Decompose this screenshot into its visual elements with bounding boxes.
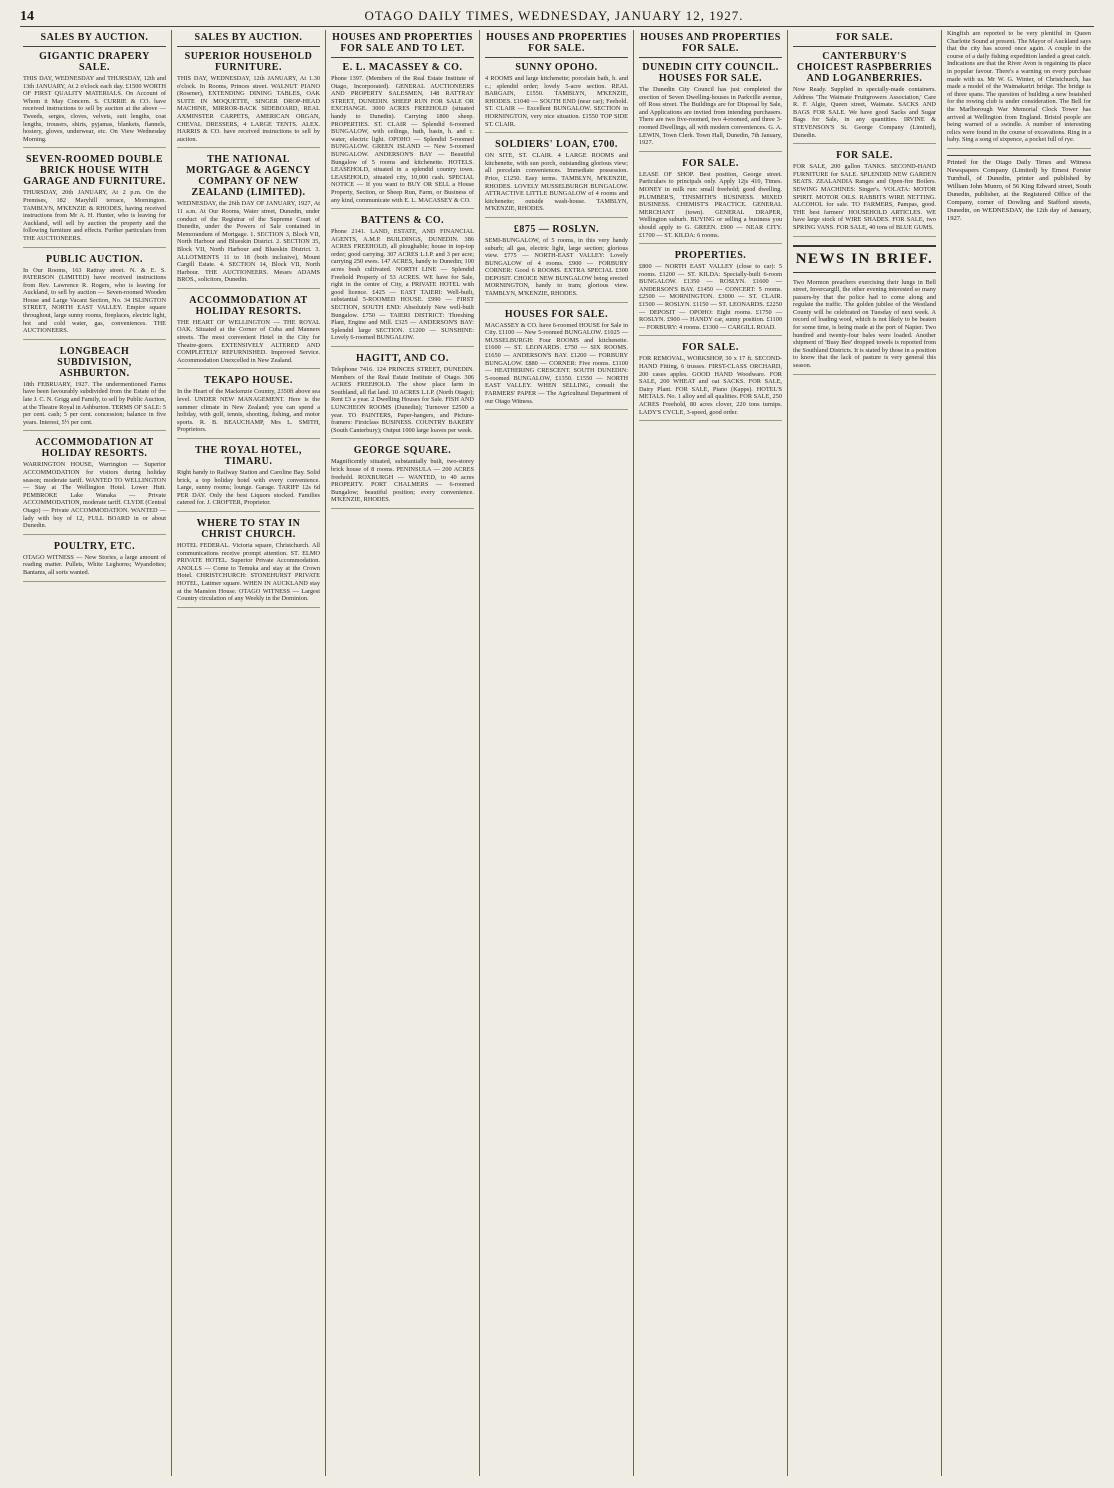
- ad-text: The Dunedin City Council has just completed the erection of Seven Dwelling-houses in Parkville avenue, off Ross street. The Buildings are for Disposal by Sale, and Applications are invited from intending purchasers. There are two five-roomed, two 4-roomed, and three 3-roomed Dwellings, all with modern conveniences. G. A. LEWIN, Town Clerk. Town Hall, Dunedin, 7th January, 1927.: [639, 86, 782, 147]
- ad-text: THIS DAY, WEDNESDAY, 12th JANUARY, At 1.30 o'clock. In Rooms, Princes street. WALNUT PIANO (Rosener), EXTENDING DINING TABLES, OAK SUITE IN MOQUETTE, SINGER DROP-HEAD MACHINE, MIRROR-BACK SIDEBOARD, REAL AXMINSTER CARPETS, AMERICAN ORGAN, CHEVAL DRESSERS, 4 LARGE TENTS. ALEX. HARRIS & CO. have received instructions to sell by auction.: [177, 75, 320, 143]
- advertisement: [23, 437, 166, 534]
- news-text: Two Mormon preachers exercising their lungs in Bell street, Invercargill, the other evening interested so many passers-by that the police had to come along and regulate the traffic. The golden jubilee of the Westland County will be celebrated on Tuesday of next week. A record of loading wool, which is not likely to be beaten for some time, is being made at the port of Napier. Two hundred and twenty-four bales were loaded. Another shipment of 'Busy Bee' dropped towels is reported from the Southland Districts. It is stated by those in a position to know that the lack of pasture is very general this season.: [793, 278, 936, 370]
- ad-title: GIGANTIC DRAPERY SALE.: [39, 51, 150, 73]
- ad-text: 18th FEBRUARY, 1927. The undermentioned Farms have been favourably subdivided from the Estate of the late J. C. N. Grigg and Family, to sell by Public Auction, at the Theatre Royal in Ashburton. TERMS OF SALE: 5 per cent. cash; 5 per cent. concession; balance in five years. Interest, 5½ per cent.: [23, 380, 166, 426]
- paper-title: OTAGO DAILY TIMES, WEDNESDAY, JANUARY 12, 1927.: [364, 8, 744, 23]
- ad-title: HOUSES FOR SALE.: [504, 308, 609, 320]
- ad-title: SUNNY OPOHO.: [515, 62, 598, 73]
- column-1: [18, 30, 172, 1476]
- ad-title: ACCOMMODATION AT HOLIDAY RESORTS.: [35, 437, 154, 460]
- ad-title: POULTRY, ETC.: [53, 540, 136, 552]
- ad-text: £800 — NORTH EAST VALLEY (close to car): 5 rooms. £1200 — ST. KILDA: Specially-built 6-room BUNGALOW. £1350 — ROSLYN. £1600 — ANDERSON'S BAY. £1450 — CONCERT: 5 rooms. £2500 — MORNINGTON. £3000 — ST. CLAIR. £1500 — ROSLYN. £1150 — ST. LEONARDS. £2250 — DEPOSIT — OPOHO: Eight rooms. £1750 — ROSLYN. £900 — HANDY car, sunny position. £1100 — FORBURY: 4 rooms. £1300 — CARGILL ROAD.: [639, 263, 782, 331]
- ad-text: Right handy to Railway Station and Caroline Bay. Solid brick, a top holiday hotel with every convenience. Large, sunny rooms; lounge. Garage. TARIFF 12s 6d PER DAY. Only the best Liquors stocked. Families catered for. J. CROFTER, Proprietor.: [177, 469, 320, 507]
- ad-text: In Our Rooms, 163 Rattray street. N. & E. S. PATERSON (LIMITED) have received instructions from Rev. Lawrence R. Rogers, who is leaving for Auckland, to sell by auction — Seven-roomed Wooden House and Large Vacant Section, No. 34 ISLINGTON STREET, NORTH EAST VALLEY. Empire square throughout, large sunny rooms, fireplaces, electric light, hot and cold water, gas, conveniences. THE AUCTIONEERS.: [23, 266, 166, 335]
- ad-text: Now Ready. Supplied in specially-made containers. Address 'The Waimate Fruitgrowers Association,' Care R. F. Algie, Queen street, Waimate. SACKS AND BAGS FOR SALE. We have good Sacks and Sugar Bags for Sale, in any quantities. IRVINE & STEVENSON'S St. George Company (Limited), Dunedin.: [793, 86, 936, 139]
- ad-text: HOTEL FEDERAL. Victoria square, Christchurch. All communications receive prompt attention. ST. ELMO PRIVATE HOTEL. Superior Private Accommodation. ANOLLS — Come to Temuka and stay at the Crown Hotel. CHRISTCHURCH: STONEHURST PRIVATE HOTEL, Latimer square. WHEN IN AUCKLAND stay at the Mansion House. OTAGO WITNESS — Largest Country circulation of any Weekly in the Dominion.: [177, 541, 320, 603]
- news-in-brief: [793, 279, 936, 375]
- ad-text: MACASSEY & CO. have 6-roomed HOUSE for Sale in City. £1100 — New 5-roomed BUNGALOW. £1025 — MUSSELBURGH: Four ROOMS and kitchenette. £1600 — ST. LEONARDS. £750 — SIX ROOMS. £1650 — ANDERSON'S BAY. £1200 — FORBURY BUNGALOW. £880 — CORNER: Five rooms. £1100 — HEATHERING CRESCENT. SOUTH DUNEDIN: 5-roomed BUNGALOW, £1350. £1550 — NORTH EAST VALLEY. WHEN SELLING, consult the FARMERS' PAPER — The Agricultural Department of our Otago Witness.: [485, 321, 628, 405]
- ad-text: Kingfish are reported to be very plentiful in Queen Charlotte Sound at present. The Mayor of Auckland says that the city has scored once again. A couple in the course of a daily fishing expedition landed a great catch. Indications are that the River Avon is regaining its place in popular favour. There's a warning on every purchase made with us. Mr W. G. Winter, of Christchurch, has made a model of the Waimakariri bridge. The bridge is of three spans. The question of building a new boatshed for the rowing club is under consideration. The Bell for the Marlborough War Memorial Clock Tower has arrived at Wellington from England. Bristol people are being warned of a swindle. A number of interesting relics were found in the course of excavations. Ring in a baby. Sing a song of sixpence, a pocket full of rye.: [947, 30, 1091, 144]
- advertisement: [23, 254, 166, 340]
- ad-text: FOR REMOVAL, WORKSHOP, 30 x 17 ft. SECOND-HAND Fitting, 6 trusses. FIRST-CLASS ORCHARD, 200 cases apples. GOOD HAND Woodware. FOR SALE, 200 WHEAT and oat SACKS. FOR SALE, Dairy Plant. FOR SALE, Piano (Kapps). HOTEL'S METALS. No. 1 alloy and all qualities. FOR SALE, 250 ACRES Freehold, 80 acres clover, 220 tons turnips. LADY'S CYCLE, 3-speed, good order.: [639, 355, 782, 416]
- ad-text: 4 ROOMS and large kitchenette; porcelain bath, h. and c.; splendid order; lovely 5-acre section. REAL BARGAIN, £1550. TAMBLYN, M'KENZIE, RHODES. £1040 — SOUTH END (near car); Feehold. ST. CLAIR — Excellent BUNGALOW. SECTION in HORNINGTON, very nice situation. £1550 TOP SIDE ST. CLAIR.: [485, 75, 628, 128]
- advertisement: [331, 215, 474, 347]
- advertisement: [331, 445, 474, 509]
- column-6: [788, 30, 942, 1476]
- column-heading: HOUSES AND PROPERTIES FOR SALE.: [485, 30, 628, 58]
- advertisement: [177, 518, 320, 608]
- column-heading: HOUSES AND PROPERTIES FOR SALE AND TO LET.: [331, 30, 474, 58]
- ad-text: OTAGO WITNESS — New Stories, a large amount of reading matter. Pullets, White Leghorns; Wyandottes; Bantams, all sorts wanted.: [23, 553, 166, 576]
- ad-text: FOR SALE, 200 gallon TANKS. SECOND-HAND FURNITURE for SALE. SPLENDID NEW GARDEN SEATS. ZEALANDIA Ranges and Open-fire Boilers. SEWING MACHINES: Singer's. VOLATA: MOTOR SPIRIT. MOTOR OILS. RABBITS WIRE NETTING. ALCOHOL for sale. TO FARMERS, Pampas, good. THE best farmers' HOUSEHOLD ARTICLES. WE have large stock of WIRE SHADES. FOR SALE, two SPRING VANS. FOR SALE, 40 tons of BLUE GUMS.: [793, 163, 936, 231]
- ad-title: PROPERTIES.: [674, 250, 747, 262]
- advertisement: [639, 158, 782, 244]
- column-7: [942, 30, 1096, 1476]
- advertisement: [331, 353, 474, 439]
- ad-title: FOR SALE.: [836, 150, 893, 162]
- news-in-brief-title: NEWS IN BRIEF.: [795, 250, 934, 267]
- masthead: [20, 8, 1094, 27]
- ad-title: HAGITT, AND CO.: [356, 353, 449, 364]
- advertisement: [23, 154, 166, 247]
- advertisement: [177, 295, 320, 370]
- ad-title: FOR SALE.: [682, 342, 739, 354]
- advertisement: [177, 51, 320, 148]
- advertisement: [947, 30, 1091, 149]
- advertisement: [639, 250, 782, 336]
- advertisement: [23, 51, 166, 148]
- ad-title: BATTENS & CO.: [360, 215, 445, 227]
- column-2: [172, 30, 326, 1476]
- ad-text: ON SITE, ST. CLAIR. 4 LARGE ROOMS and kitchenette, with sun porch, outstanding glorious view; all porcelain conveniences. Immediate possession. Price, £1250. Easy terms. TAMBLYN, M'KENZIE, RHODES. LOVELY MUSSELBURGH BUNGALOW. ATTRACTIVE LITTLE BUNGALOW of 4 rooms and kitchenette; outside wash-house. TAMBLYN, M'KENZIE, RHODES.: [485, 152, 628, 213]
- advertisement: [177, 154, 320, 289]
- column-5: [634, 30, 788, 1476]
- advertisement: [485, 309, 628, 411]
- news-in-brief-header: [793, 245, 936, 273]
- ad-text: Magnificently situated, substantially built, two-storey brick house of 8 rooms. PENINSULA — 200 ACRES freehold. ROXBURGH — WANTED, to 40 acres PROPERTY. PORT CHALMERS — 6-roomed Bungalow; beautiful position; every convenience. M'KENZIE, RHODES.: [331, 458, 474, 504]
- advertisement: [793, 150, 936, 236]
- ad-text: LEASE OF SHOP. Best position, George street. Particulars to principals only. Apply 12js 410, Times. MONEY in milk run: small freehold; good dwelling. PLUMBER'S, TINSMITH'S BUSINESS. MIXED BUSINESS. CHEMIST'S PRACTICE. GENERAL MERCHANT (town). GENERAL DRAPER, Wellington suburb. BUYING or selling a business you should apply to G. GREEN. £900 — NEAR CITY. £1700 — ST. KILDA: 6 rooms.: [639, 170, 782, 239]
- ad-title: £875 — ROSLYN.: [513, 223, 600, 235]
- ad-title: CANTERBURY'S CHOICEST RASPBERRIES AND LOGANBERRIES.: [796, 51, 933, 84]
- ad-text: THURSDAY, 20th JANUARY, At 2 p.m. On the Premises, 182 Maryhill terrace, Mornington. TAMBLYN, M'KENZIE & RHODES, having received instructions from Mr A. H. Hunter, who is leaving for Auckland, will sell by auction the property and the following furniture and effects. Further particulars from THE AUCTIONEERS.: [23, 189, 166, 242]
- ad-title: LONGBEACH SUBDIVISION, ASHBURTON.: [57, 345, 132, 379]
- ad-title: FOR SALE.: [682, 157, 739, 169]
- advertisement: [485, 224, 628, 303]
- ad-text: Telephone 7416. 124 PRINCES STREET, DUNEDIN. Members of the Real Estate Institute of Otago. 306 ACRES FREEHOLD. The show place farm in Southland, all flat land. 10 ACRES L.I.P. (North Otago); Rent £3 a year. 2 Dwelling Houses for Sale. FISH AND LUNCHEON ROOMS (Dunedin); Turnover £2500 a year. TO PAINTERS, Paper-hangers, and Picture-framers: Firstclass BUSINESS. COUNTRY BAKERY (South Canterbury); Output 1000 large loaves per week.: [331, 366, 474, 434]
- ad-title: WHERE TO STAY IN CHRIST CHURCH.: [196, 517, 301, 540]
- advertisement: [177, 375, 320, 439]
- ad-text: WARRINGTON HOUSE, Warrington — Superior ACCOMMODATION for visitors during holiday season; moderate tariff. WANTED TO WELLINGTON — Stay at The Wellington Hotel. Lower Hutt. PEMBROKE Lake Wanaka — Private ACCOMMODATION, moderate tariff. CLYDE (Central Otago) — Private ACCOMMODATION. WANTED — lady with boy of 12, FULL BOARD in or about Dunedin.: [23, 461, 167, 530]
- ad-text: SEMI-BUNGALOW, of 5 rooms, in this very handy suburb; all gas, electric light, large section; glorious view. £775 — NORTH-EAST VALLEY: Lovely BUNGALOW of 4 rooms. £900 — FORBURY CORNER: Good 6 ROOMS. EXTRA SPECIAL £300 DEPOSIT. CHOICE NEW BUNGALOW being erected MORNINGTON, handy to tram; glorious view. TAMBLYN, M'KENZIE, RHODES.: [485, 236, 628, 298]
- ad-title: E. L. MACASSEY & CO.: [342, 62, 463, 73]
- column-heading: HOUSES AND PROPERTIES FOR SALE.: [639, 30, 782, 58]
- column-heading: SALES BY AUCTION.: [23, 30, 166, 47]
- column-4: [480, 30, 634, 1476]
- ad-title: SOLDIERS' LOAN, £700.: [495, 139, 618, 151]
- advertisement: [23, 346, 166, 432]
- ad-title: DUNEDIN CITY COUNCIL. HOUSES FOR SALE.: [642, 62, 779, 84]
- ad-title: SEVEN-ROOMED DOUBLE BRICK HOUSE WITH GARAGE AND FURNITURE.: [23, 154, 166, 188]
- ad-text: Phone 2141. LAND, ESTATE, AND FINANCIAL AGENTS, A.M.P. BUILDINGS, DUNEDIN. 386 ACRES FREEHOLD, all ploughable; house in top-top order; good carrying. 307 ACRES L.I.P. and 3 per acre; carrying 250 ewes. 147 ACRES, handy to Dunedin; 100 acres bush cultivated. NORTH LINE — Splendid Freehold Property of 53 ACRES. WE have for Sale, right in the centre of City, a PRIVATE HOTEL with good licence. £425 — EAST TAIERI: Well-built, substantial 5-ROOMED HOUSE. £990 — FIRST SECTION, SOUTH END: Absolutely New well-built Bungalow. £750 — TAIERI DISTRICT: Threshing Plant, Engine and Mill. £325 — ANDERSON'S BAY: Splendid large SECTION. £1200 — SUNSHINE: Lovely 6-roomed BUNGALOW.: [331, 228, 474, 342]
- page-number: 14: [20, 9, 34, 24]
- ad-text: THIS DAY, WEDNESDAY and THURSDAY, 12th and 13th JANUARY, At 2 o'clock each day. £1500 WORTH OF FIRST QUALITY MATERIALS. On Account of Whom it May Concern. S. CURRIE & CO. have received instructions to sell by auction at the above — Tweeds, serges, cloves, velvets, suit lengths, coat lengths, trousers, shirts, pyjamas, blankets, flannels, hosiery, gloves, underwear, etc. On View Wednesday Morning.: [23, 75, 166, 143]
- ad-text: THE HEART OF WELLINGTON — THE ROYAL OAK. Situated at the Corner of Cuba and Manners streets. The most convenient Hotel in the City for Theatre-goers. EXTENSIVELY ALTERED AND COMPLETELY REFURNISHED. Improved Service. Accommodation Unexcelled in New Zealand.: [177, 318, 320, 364]
- advertisement: [485, 62, 628, 133]
- ad-title: TEKAPO HOUSE.: [204, 375, 293, 387]
- advertisement: [331, 62, 474, 209]
- column-3: [326, 30, 480, 1476]
- advertisement: [485, 139, 628, 218]
- ad-title: GEORGE SQUARE.: [353, 445, 452, 457]
- advertisement: [177, 445, 320, 512]
- ad-title: PUBLIC AUCTION.: [46, 253, 143, 265]
- ad-title: THE ROYAL HOTEL, TIMARU.: [195, 445, 302, 467]
- advertisement: [23, 541, 166, 582]
- ad-title: THE NATIONAL MORTGAGE & AGENCY COMPANY OF NEW ZEALAND (LIMITED).: [186, 154, 311, 199]
- advertisement: [639, 342, 782, 421]
- ad-title: SUPERIOR HOUSEHOLD FURNITURE.: [184, 51, 313, 73]
- advertisement: [793, 51, 936, 144]
- ad-text: Phone 1397. (Members of the Real Estate Institute of Otago, Incorporated). GENERAL AUCTIONEERS AND PROPERTY SALESMEN, 148 RATTRAY STREET, DUNEDIN. SHEEP RUN FOR SALE OR EXCHANGE. 3000 ACRES FREEHOLD (situated handy to Dunedin). Carrying 1800 sheep. PROPERTIES. ST. CLAIR — Splendid 6-roomed BUNGALOW, with ceilings, bath, basin, h. and c. water, electric light. OPOHO — Splendid 5-roomed BUNGALOW. GREEN ISLAND — New 5-roomed BUNGALOW. ANDERSON'S BAY — Beautiful Bungalow of 5 rooms and kitchenette. HOTELS. LEASEHOLD, situated in a splendid country town. LEASEHOLD, situated city, 10,000 cash. SPECIAL NOTICE — If you want to BUY OR SELL a House Property, Section, or Sheep Run, Farm, or Business of any kind, communicate with E. L. MACASSEY & CO.: [331, 75, 474, 204]
- column-heading: SALES BY AUCTION.: [177, 30, 320, 47]
- column-heading: FOR SALE.: [793, 30, 936, 47]
- column-grid: [18, 30, 1096, 1476]
- printer-imprint: Printed for the Otago Daily Times and Witness Newspapers Company (Limited) by Ernest Forster Turnbull, of Dunedin, printer and published by William John Munro, of 56 King Edward street, South Dunedin, publisher, at the Registered Office of the Company, corner of Dowling and Stafford streets, Dunedin, on WEDNESDAY, the 12th day of January, 1927.: [947, 155, 1091, 223]
- advertisement: [639, 62, 782, 152]
- ad-title: ACCOMMODATION AT HOLIDAY RESORTS.: [189, 294, 308, 317]
- ad-text: In the Heart of the Mackenzie Country, 2350ft above sea level. UNDER NEW MANAGEMENT. Here is the summer climate in New Zealand; you can spend a holiday, with golf, tennis, shooting, fishing, and motor sports. R. B. BEAUCHAMP, Mrs L. SMITH, Proprietors.: [177, 388, 320, 434]
- ad-text: WEDNESDAY, the 26th DAY OF JANUARY, 1927, At 11 a.m. At Our Rooms, Water street, Dunedin, under conduct of the Registrar of the Supreme Court of Dunedin, under the Powers of Sale contained in Memorandum of Mortgage. 1. SECTION 3, Block VII, North Harbour and Blueskin District. 2. SECTION 35, Block VII, North Harbour and Blueskin District. 3. ALLOTMENTS 11 to 18 (both inclusive), Mount Cargill Estate. 4. SECTION 14, Block VII, North Harbour. THE AUCTIONEERS. Messrs ADAMS BROS., solicitors, Dunedin.: [177, 200, 320, 284]
